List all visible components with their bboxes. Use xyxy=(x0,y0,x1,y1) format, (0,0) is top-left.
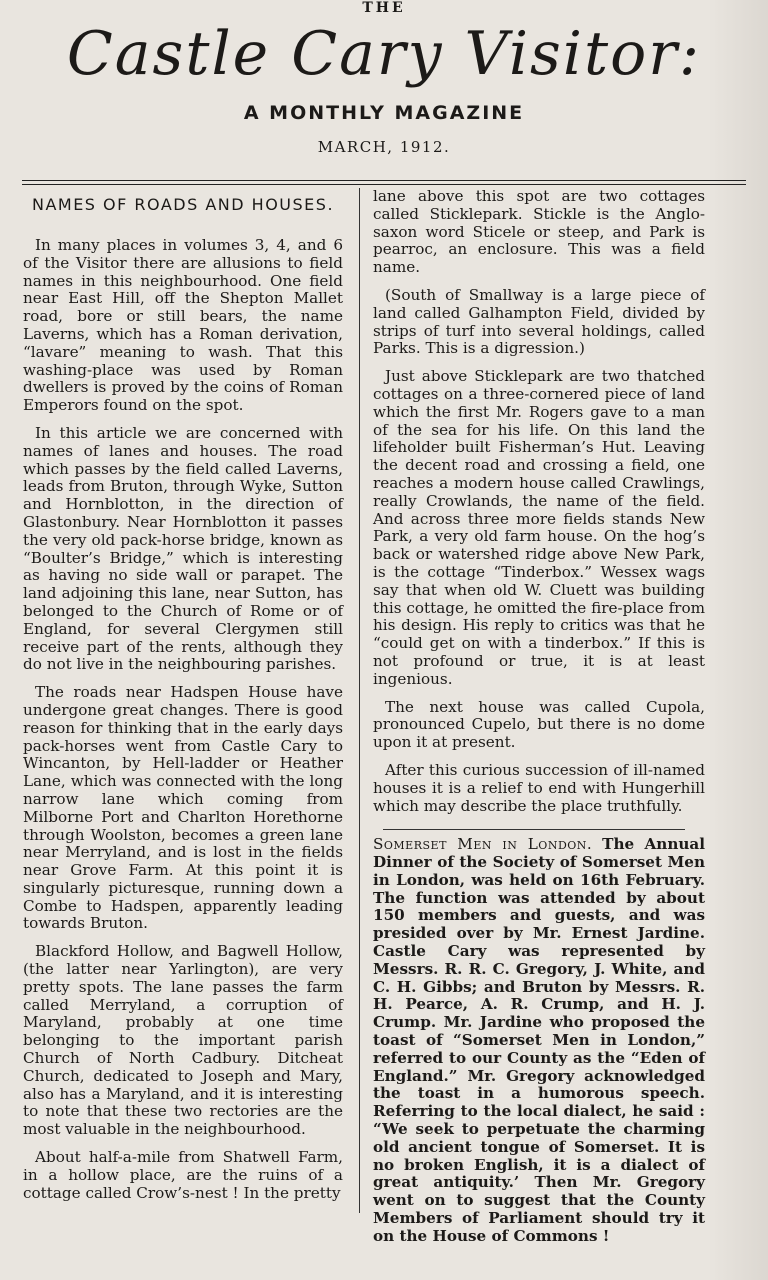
masthead-the: THE xyxy=(362,0,406,16)
right-column xyxy=(373,188,705,1256)
paragraph: In this article we are concerned with names of lanes and houses. The road which passes by the field called Laverns, leads from Bruton, through Wyke, Sutton and Hornblotton, in the direction of Glastonbury. Near Hornblotton it passes the very old pack-horse bridge, known as “Boulter’s Bridge,” which is interesting as having no side wall or parapet. The land adjoining this lane, near Sutton, has belonged to the Church of Rome or of England, for several Clergymen still receive part of the rents, although they do not live in the neighbouring parishes. xyxy=(23,423,343,674)
paragraph: Just above Sticklepark are two thatched cottages on a three-cornered piece of land which the first Mr. Rogers gave to a man of the sea for his life. On this land the lifeholder built Fisherman’s Hut. Leaving the decent road and crossing a field, one reaches a modern house called Crawlings, really Crowlands, the name of the field. And across three more fields stands New Park, a very old farm house. On the hog’s back or watershed ridge above New Park, is the cottage “Tinderbox.” Wessex wags say that when old W. Cluett was building this cottage, he omitted the fire-place from his design. His reply to critics was that he “could get on with a tinderbox.” If this is not profound or true, it is at least ingenious. xyxy=(373,367,705,688)
paragraph: About half-a-mile from Shatwell Farm, in a hollow place, are the ruins of a cottage called Crow’s-nest ! In the pretty xyxy=(23,1148,343,1202)
magazine-subtitle: A MONTHLY MAGAZINE xyxy=(243,102,525,124)
news-lead: Somerset Men in London. xyxy=(373,835,593,854)
masthead xyxy=(0,0,768,156)
paragraph: The roads near Hadspen House have undergone great changes. There is good reason for thinking that in the early days pack-horses went from Castle Cary to Wincanton, by Hell-ladder or Heather Lane, which was connected with the long narrow lane which coming from Milborne Port and Charlton Horethorne through Woolston, becomes a green lane near Merryland, and is lost in the fields near Grove Farm. At this point it is singularly picturesque, running down a Combe to Hadspen, apparently leading towards Bruton. xyxy=(23,683,343,933)
issue-date: MARCH, 1912. xyxy=(317,138,451,156)
left-column xyxy=(23,188,343,1212)
paragraph: Blackford Hollow, and Bagwell Hollow, (the latter near Yarlington), are very pretty spots. The lane passes the farm called Merryland, a corruption of Maryland, probably at one time belonging to the important parish Church of North Cadbury. Ditcheat Church, dedicated to Joseph and Mary, also has a Maryland, and it is interesting to note that these two rectories are the most valuable in the neighbourhood. xyxy=(23,942,343,1139)
paragraph: lane above this spot are two cottages called Sticklepark. Stickle is the Anglo-saxon word Sticele or steep, and Park is pearroc, an enclosure. This was a field name. xyxy=(373,187,705,277)
page-shadow xyxy=(708,0,768,1280)
paragraph: After this curious succession of ill-named houses it is a relief to end with Hungerhill which may describe the place truthfully. xyxy=(373,760,705,815)
column-divider xyxy=(359,188,360,1213)
paragraph: The next house was called Cupola, pronounced Cupelo, but there is no dome upon it at present. xyxy=(373,697,705,752)
news-body: The Annual Dinner of the Society of Somerset Men in London, was held on 16th February. The function was attended by about 150 members and guests, and was presided over by Mr. Ernest Jardine. Castle Cary was represented by Messrs. R. R. C. Gregory, J. White, and C. H. Gibbs; and Bruton by Messrs. R. H. Pearce, A. R. Crump, and H. J. Crump. Mr. Jardine who proposed the toast of “Somerset Men in London,” referred to our County as the “Eden of England.” Mr. Gregory acknowledged the toast in a humorous speech. Referring to the local dialect, he said : “We seek to perpetuate the charming old ancient tongue of Somerset. It is no broken English, it is a dialect of great antiquity.’ Then Mr. Gregory went on to suggest that the County Members of Parliament should try it on the House of Commons ! xyxy=(373,835,706,1245)
paragraph: In many places in volumes 3, 4, and 6 of the Visitor there are allusions to field names in this neighbourhood. One field near East Hill, off the Shepton Mallet road, bore or still bears, the name Laverns, which has a Roman derivation, “lavare” meaning to wash. That this washing-place was used by Roman dwellers is proved by the coins of Roman Emperors found on the spot. xyxy=(23,236,343,415)
section-separator xyxy=(383,829,685,830)
paragraph: (South of Smallway is a large piece of land called Galhampton Field, divided by strips of turf into several holdings, called Parks. This is a digression.) xyxy=(373,285,705,358)
news-item xyxy=(373,836,705,1245)
header-rule xyxy=(22,180,746,185)
article-heading: NAMES OF ROADS AND HOUSES. xyxy=(31,195,335,214)
magazine-title: Castle Cary Visitor: xyxy=(66,19,702,89)
